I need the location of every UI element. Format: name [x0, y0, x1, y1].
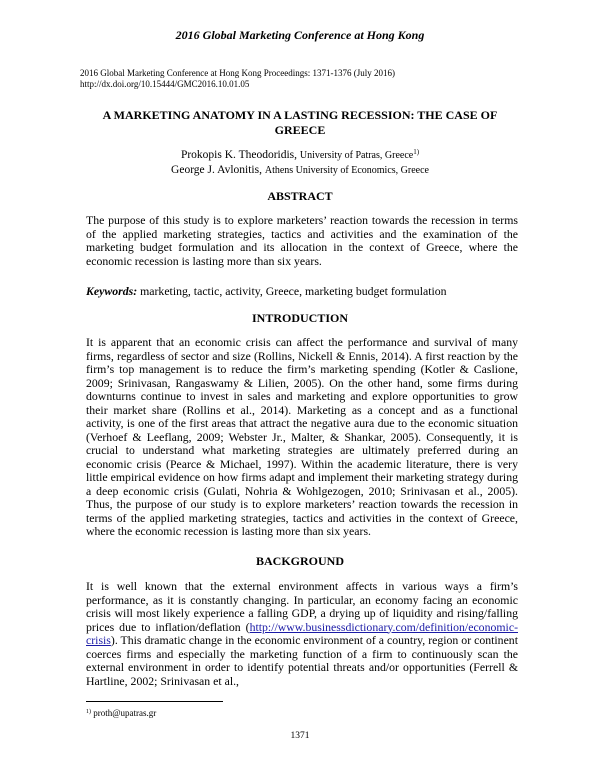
- proceedings-info: [80, 68, 395, 90]
- author-name: George J. Avlonitis,: [171, 164, 262, 176]
- footnote-mark: 1): [86, 709, 91, 715]
- footnote-email[interactable]: proth@upatras.gr: [93, 708, 157, 718]
- doi-link[interactable]: http://dx.doi.org/10.15444/GMC2016.10.01.05: [80, 79, 250, 89]
- proceedings-citation: 2016 Global Marketing Conference at Hong Kong Proceedings: 1371-1376 (July 2016): [80, 68, 395, 78]
- footnote-divider: [86, 701, 223, 702]
- abstract-text: The purpose of this study is to explore marketers’ reaction towards the recession in terms of the applied marketing strategies, tactics and activities and the examination of the marketing budget formulation and its allocation in the context of Greece, where the economic recession is lasting more than six years.: [86, 213, 518, 268]
- abstract-heading: ABSTRACT: [267, 189, 333, 203]
- author-list: [80, 148, 520, 178]
- background-text: [86, 580, 518, 688]
- introduction-heading: INTRODUCTION: [251, 311, 348, 325]
- author-name: Prokopis K. Theodoridis,: [180, 149, 298, 161]
- background-text-part: It is well known that the external environment affects in various ways a firm’s performance, as it is constantly changing. In particular, an economy facing an economic crisis will most likely experience a falling GDP, a drying up of liquidity and rising/falling prices due to inflation/deflation (: [86, 579, 518, 634]
- running-header: 2016 Global Marketing Conference at Hong Kong: [175, 28, 425, 42]
- introduction-text: It is apparent that an economic crisis can affect the performance and survival of many firms, regardless of sector and size (Rollins, Nickell & Ennis, 2014). A first reaction by the firm’s top management is to reduce the firm’s marketing spending (Kotler & Caslione, 2009; Srinivasan, Rangaswamy & Lilien, 2005). On the other hand, some firms during downturns continue to invest in sales and marketing and explore opportunities to grow their market share (Rollins et al., 2014). Marketing as a concept and as a functional activity, is one of the first areas that attract the negative aura due to the economic situation (Verhoef & Leeflang, 2009; Webster Jr., Malter, & Shankar, 2005). Consequently, it is crucial to understand what marketing strategies are ultimately preferred during an economic crisis (Pearce & Michael, 1997). Within the academic literature, there is very little empirical evidence on how firms adapt and implement their marketing strategy during a deep economic crisis (Gulati, Nohria & Wohlgezogen, 2010; Srinivasan et al., 2005). Thus, the purpose of our study is to explore marketers’ reaction towards the recession in terms of the applied marketing strategies, tactics and activities in the context of Greece, where the economic recession is lasting more than six years.: [86, 335, 518, 538]
- dictionary-link[interactable]: http://www.businessdictionary.com/definition/economic-crisis: [86, 619, 518, 647]
- author-affiliation: Athens University of Economics, Greece: [264, 165, 429, 176]
- page-number: 1371: [290, 731, 310, 741]
- keywords-label: Keywords:: [86, 284, 138, 298]
- background-heading: BACKGROUND: [255, 554, 344, 568]
- footnote-marker[interactable]: 1): [413, 148, 420, 156]
- keywords: [86, 284, 518, 299]
- background-text-part: ). This dramatic change in the economic environment of a country, region or continent coerces firms and especially the marketing function of a firm to continuously scan the external environment in order to identify potential threats and/or opportunities (Ferrell & Hartline, 2002; Srinivasan et al.,: [86, 633, 518, 688]
- footnote: [86, 708, 156, 718]
- author-1: [80, 148, 520, 163]
- keywords-text: marketing, tactic, activity, Greece, marketing budget formulation: [140, 284, 447, 298]
- author-affiliation: University of Patras, Greece: [299, 150, 414, 161]
- paper-title: A MARKETING ANATOMY IN A LASTING RECESSION: THE CASE OF GREECE: [102, 108, 498, 137]
- author-2: [80, 163, 520, 178]
